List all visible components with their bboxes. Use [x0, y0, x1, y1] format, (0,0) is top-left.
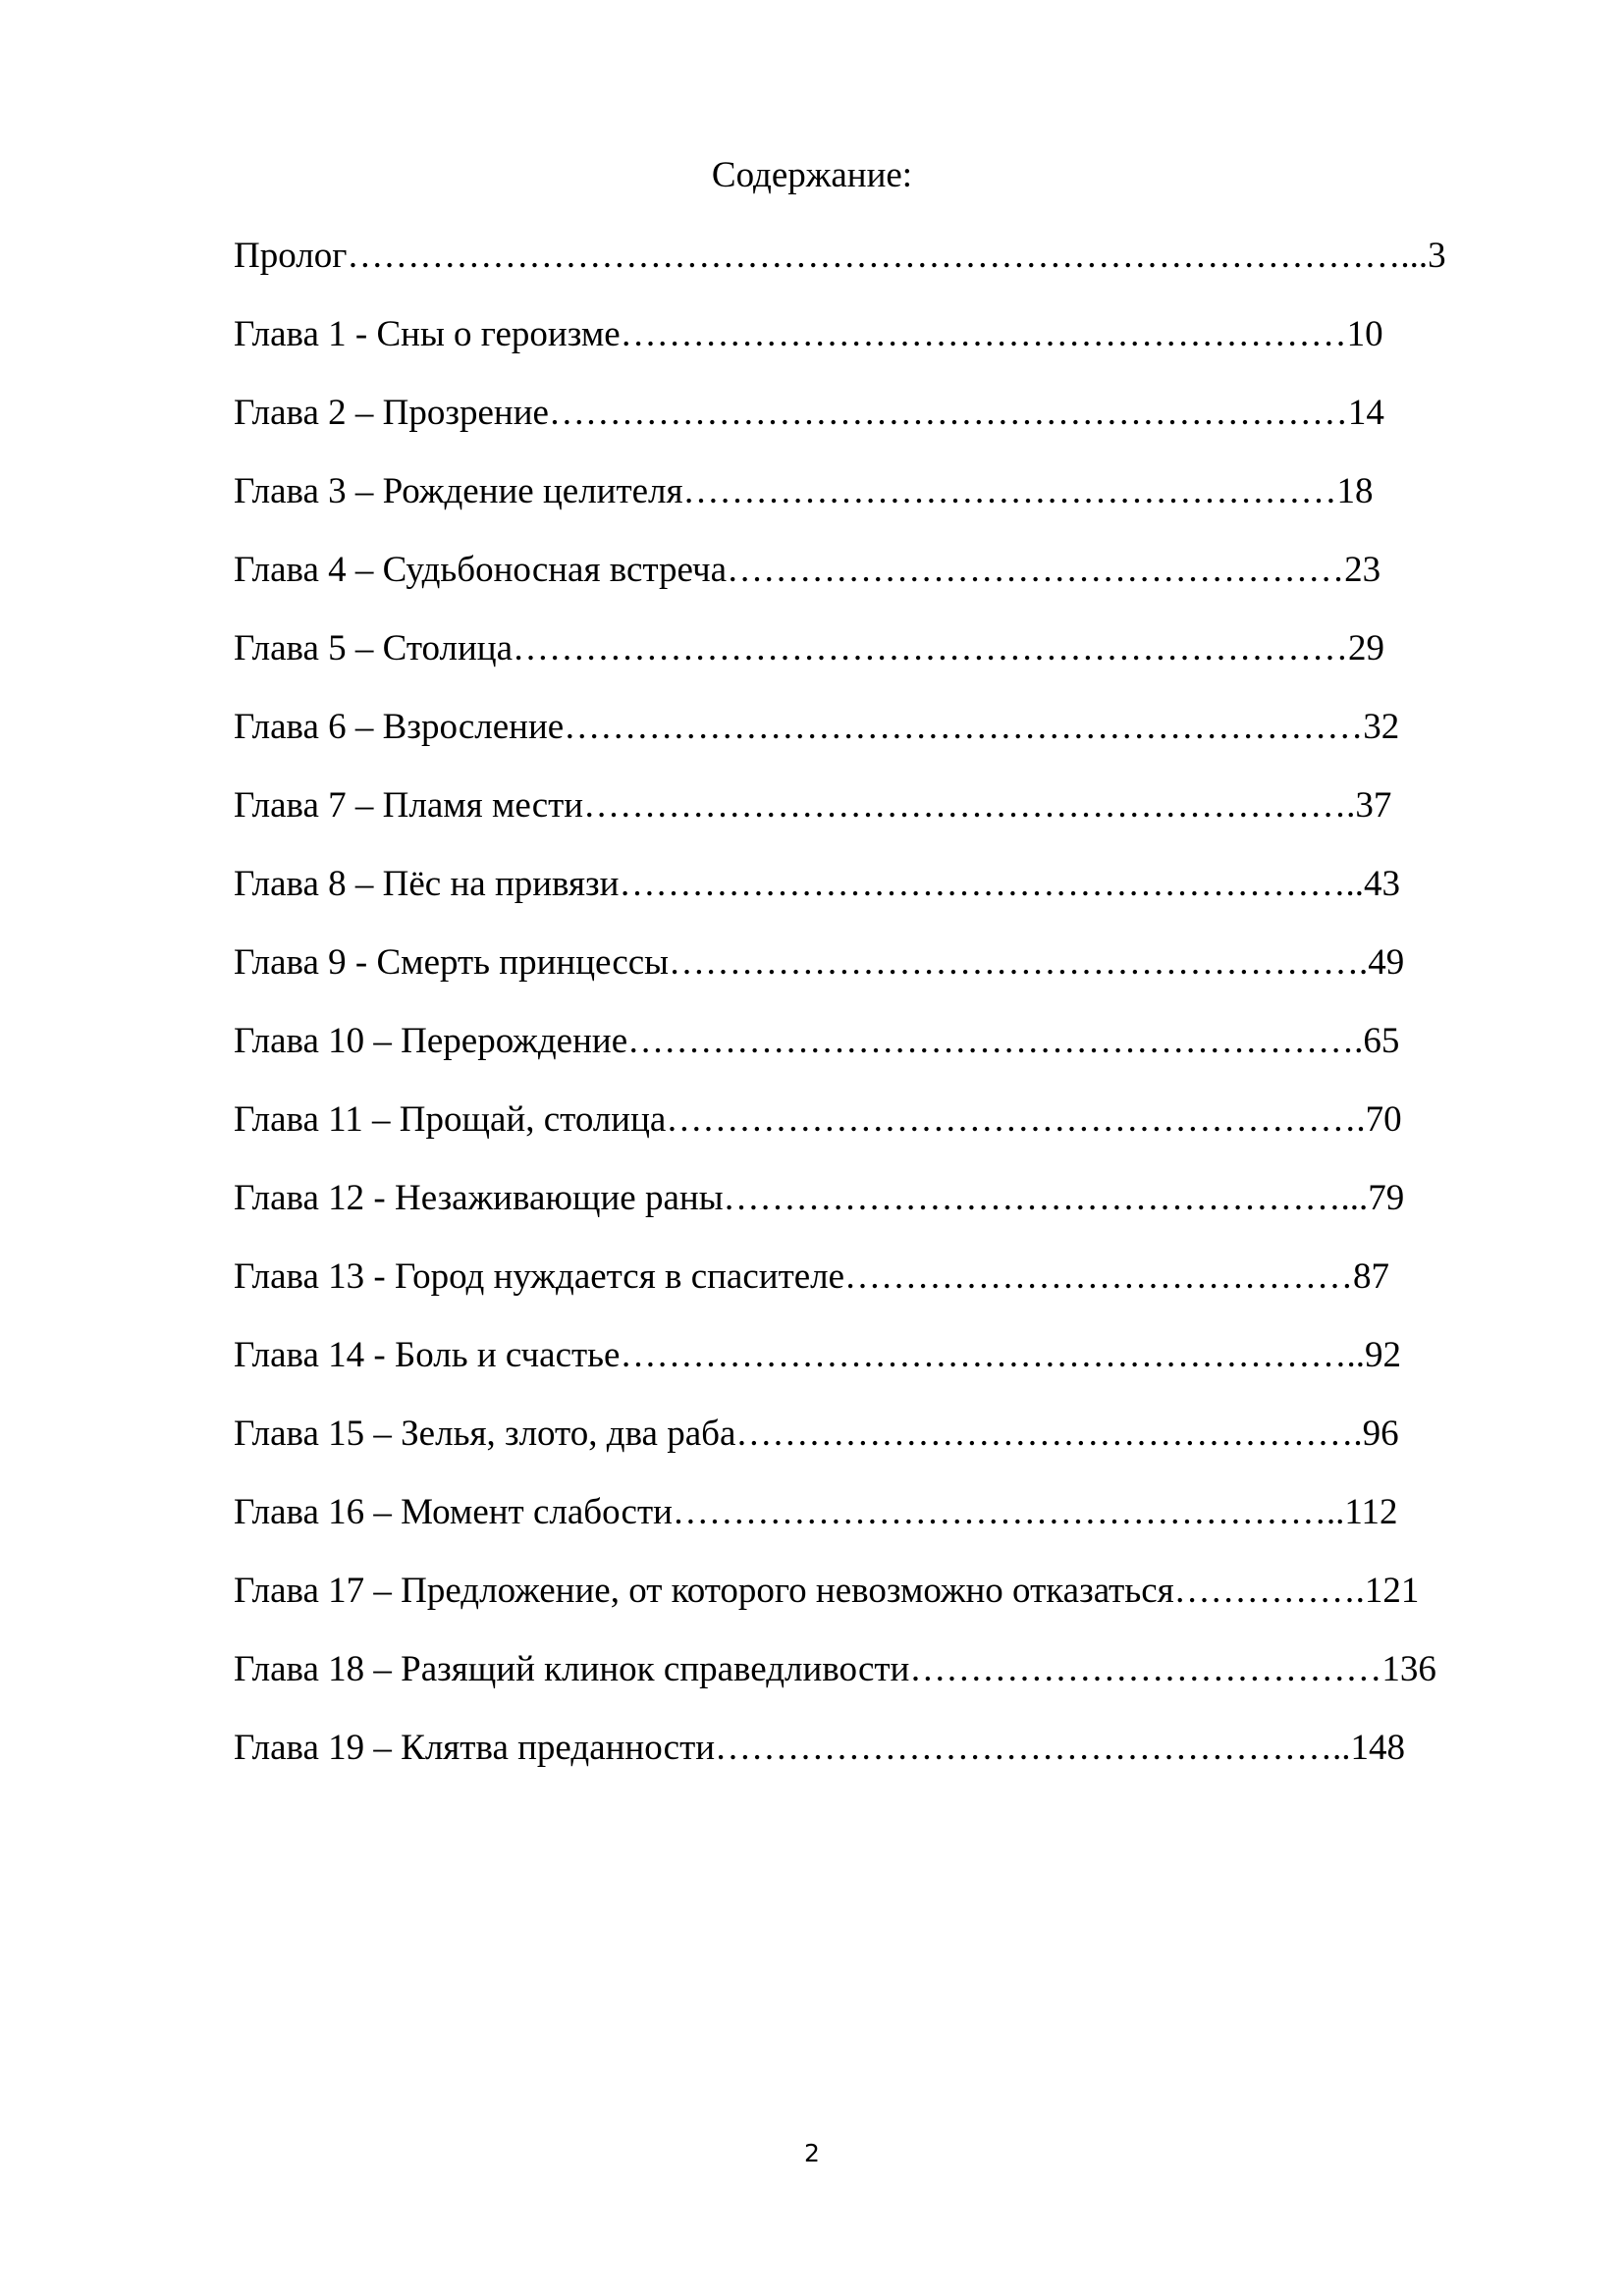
page-number: 2: [804, 2139, 820, 2167]
toc-entry-chapter-4: Глава 4 – Судьбоносная встреча……………………………………………23: [234, 550, 1381, 590]
toc-title: Содержание:: [711, 155, 913, 195]
toc-entry-chapter-15: Глава 15 – Зелья, злото, два раба…………………………………………….96: [234, 1414, 1399, 1454]
toc-entry-chapter-8: Глава 8 – Пёс на привязи……………………………………………………..43: [234, 864, 1400, 904]
toc-entry-chapter-5: Глава 5 – Столица……………………………………………………………29: [234, 628, 1385, 668]
toc-entry-chapter-13: Глава 13 - Город нуждается в спасителе……………………………………87: [234, 1256, 1390, 1297]
table-of-contents: [234, 233, 1510, 1803]
toc-entry-chapter-3: Глава 3 – Рождение целителя………………………………………………18: [234, 471, 1374, 511]
toc-entry-chapter-1: Глава 1 - Сны о героизме……………………………………………………10: [234, 314, 1383, 354]
toc-entry-chapter-16: Глава 16 – Момент слабости………………………………………………..112: [234, 1492, 1398, 1532]
toc-entry-chapter-18: Глава 18 – Разящий клинок справедливости…………………………………136: [234, 1649, 1436, 1689]
toc-entry-chapter-9: Глава 9 - Смерть принцессы………………………………………………….49: [234, 942, 1405, 983]
toc-entry-chapter-6: Глава 6 – Взросление…………………………………………………………32: [234, 707, 1400, 747]
toc-entry-chapter-11: Глава 11 – Прощай, столица………………………………………………….70: [234, 1099, 1402, 1140]
toc-entry-chapter-19: Глава 19 – Клятва преданности……………………………………………..148: [234, 1728, 1406, 1768]
toc-entry-prologue: Пролог……………………………………………………………………………...3: [234, 236, 1446, 276]
toc-entry-chapter-12: Глава 12 - Незаживающие раны……………………………………………...79: [234, 1178, 1405, 1218]
toc-entry-chapter-2: Глава 2 – Прозрение…………………………………………………………14: [234, 393, 1384, 433]
toc-entry-chapter-14: Глава 14 - Боль и счастье……………………………………………………..92: [234, 1335, 1401, 1375]
toc-entry-chapter-10: Глава 10 – Перерождение…………………………………………………….65: [234, 1021, 1400, 1061]
toc-entry-chapter-7: Глава 7 – Пламя мести……………………………………………………….37: [234, 785, 1392, 826]
toc-entry-chapter-17: Глава 17 – Предложение, от которого невозможно отказаться…………….121: [234, 1571, 1420, 1611]
